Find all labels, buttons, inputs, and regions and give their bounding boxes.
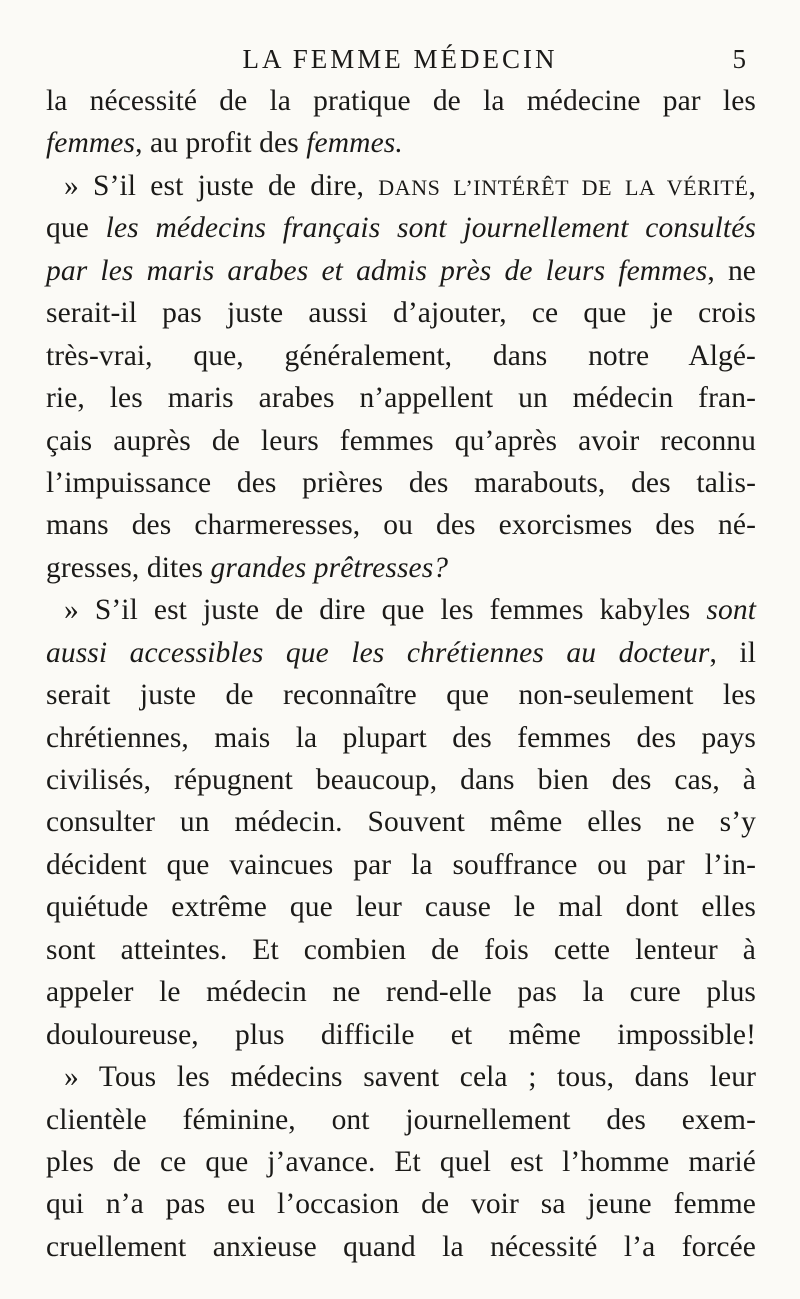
text-line (46, 335, 756, 377)
small-caps-text: DANS L’INTÉRÊT DE LA VÉRITÉ (378, 174, 749, 200)
text-line (46, 547, 756, 589)
text-segment: serait juste de reconnaître que non-seulement les (46, 679, 756, 712)
text-segment: l’impuissance des prières des marabouts, des talis- (46, 466, 756, 499)
text-segment: » Tous les médecins savent cela ; tous, dans leur (64, 1061, 756, 1094)
text-line (46, 674, 756, 716)
text-segment: » S’il est juste de dire, (64, 169, 379, 202)
italic-text: les médecins français sont journellement consultés (105, 212, 756, 245)
text-segment: appeler le médecin ne rend-elle pas la cure plus (46, 976, 756, 1009)
text-segment: rie, les maris arabes n’appellent un médecin fran- (46, 382, 756, 415)
text-line (46, 759, 756, 801)
text-line (46, 504, 756, 546)
text-line (46, 122, 756, 164)
text-line (46, 886, 756, 928)
text-line (46, 971, 756, 1013)
text-segment: que (46, 212, 106, 245)
text-line (46, 1014, 756, 1056)
text-line (46, 165, 756, 207)
text-segment: cruellement anxieuse quand la nécessité l’a forcée (46, 1230, 756, 1263)
text-line (46, 1099, 756, 1141)
text-line (46, 207, 756, 249)
italic-text: sont (706, 594, 756, 627)
text-segment: çais auprès de leurs femmes qu’après avoir reconnu (46, 424, 756, 457)
text-line (46, 292, 756, 334)
text-segment: mans des charmeresses, ou des exorcismes des né- (46, 509, 756, 542)
text-line (46, 717, 756, 759)
text-segment: , (748, 169, 756, 202)
text-line (46, 1226, 756, 1268)
text-line (46, 377, 756, 419)
text-segment: quiétude extrême que leur cause le mal dont elles (46, 891, 756, 924)
text-segment: gresses, dites (46, 551, 211, 584)
text-line (46, 1183, 756, 1225)
italic-text: femmes (46, 127, 136, 160)
body-text (46, 80, 756, 1268)
text-line (46, 250, 756, 292)
text-segment: , ne (707, 254, 756, 287)
running-title: LA FEMME MÉDECIN (242, 44, 558, 74)
text-line (46, 420, 756, 462)
text-segment: douloureuse, plus difficile et même impossible! (46, 1018, 756, 1051)
text-line (46, 632, 756, 674)
text-segment: consulter un médecin. Souvent même elles ne s’y (46, 806, 756, 839)
text-segment: civilisés, répugnent beaucoup, dans bien des cas, à (46, 764, 756, 796)
text-line (46, 929, 756, 971)
italic-text: aussi accessibles que les chrétiennes au docteur (46, 636, 710, 669)
text-segment: la nécessité de la pratique de la médecine par les (46, 85, 756, 117)
italic-text: par les maris arabes et admis près de leurs femmes (46, 254, 708, 287)
text-line (46, 1141, 756, 1183)
text-line (46, 801, 756, 843)
text-line (46, 1056, 756, 1098)
text-segment: chrétiennes, mais la plupart des femmes des pays (46, 721, 756, 754)
text-segment: décident que vaincues par la souffrance ou par l’in- (46, 848, 756, 881)
text-segment: » S’il est juste de dire que les femmes kabyles (64, 594, 707, 627)
text-line (46, 589, 756, 631)
italic-text: femmes. (306, 127, 403, 160)
italic-text: grandes prêtresses? (210, 551, 449, 584)
text-line (46, 80, 756, 122)
text-segment: ples de ce que j’avance. Et quel est l’homme marié (46, 1145, 756, 1178)
text-segment: qui n’a pas eu l’occasion de voir sa jeune femme (46, 1188, 756, 1221)
text-segment: sont atteintes. Et combien de fois cette lenteur à (46, 933, 756, 966)
page-number: 5 (732, 44, 746, 74)
text-segment: , il (709, 636, 756, 669)
text-line (46, 844, 756, 886)
text-segment: très-vrai, que, généralement, dans notre Algé- (46, 339, 756, 372)
text-segment: , au profit des (135, 127, 307, 160)
running-head (0, 40, 800, 80)
text-segment: serait-il pas juste aussi d’ajouter, ce que je crois (46, 297, 756, 330)
text-segment: clientèle féminine, ont journellement des exem- (46, 1103, 756, 1136)
text-line (46, 462, 756, 504)
